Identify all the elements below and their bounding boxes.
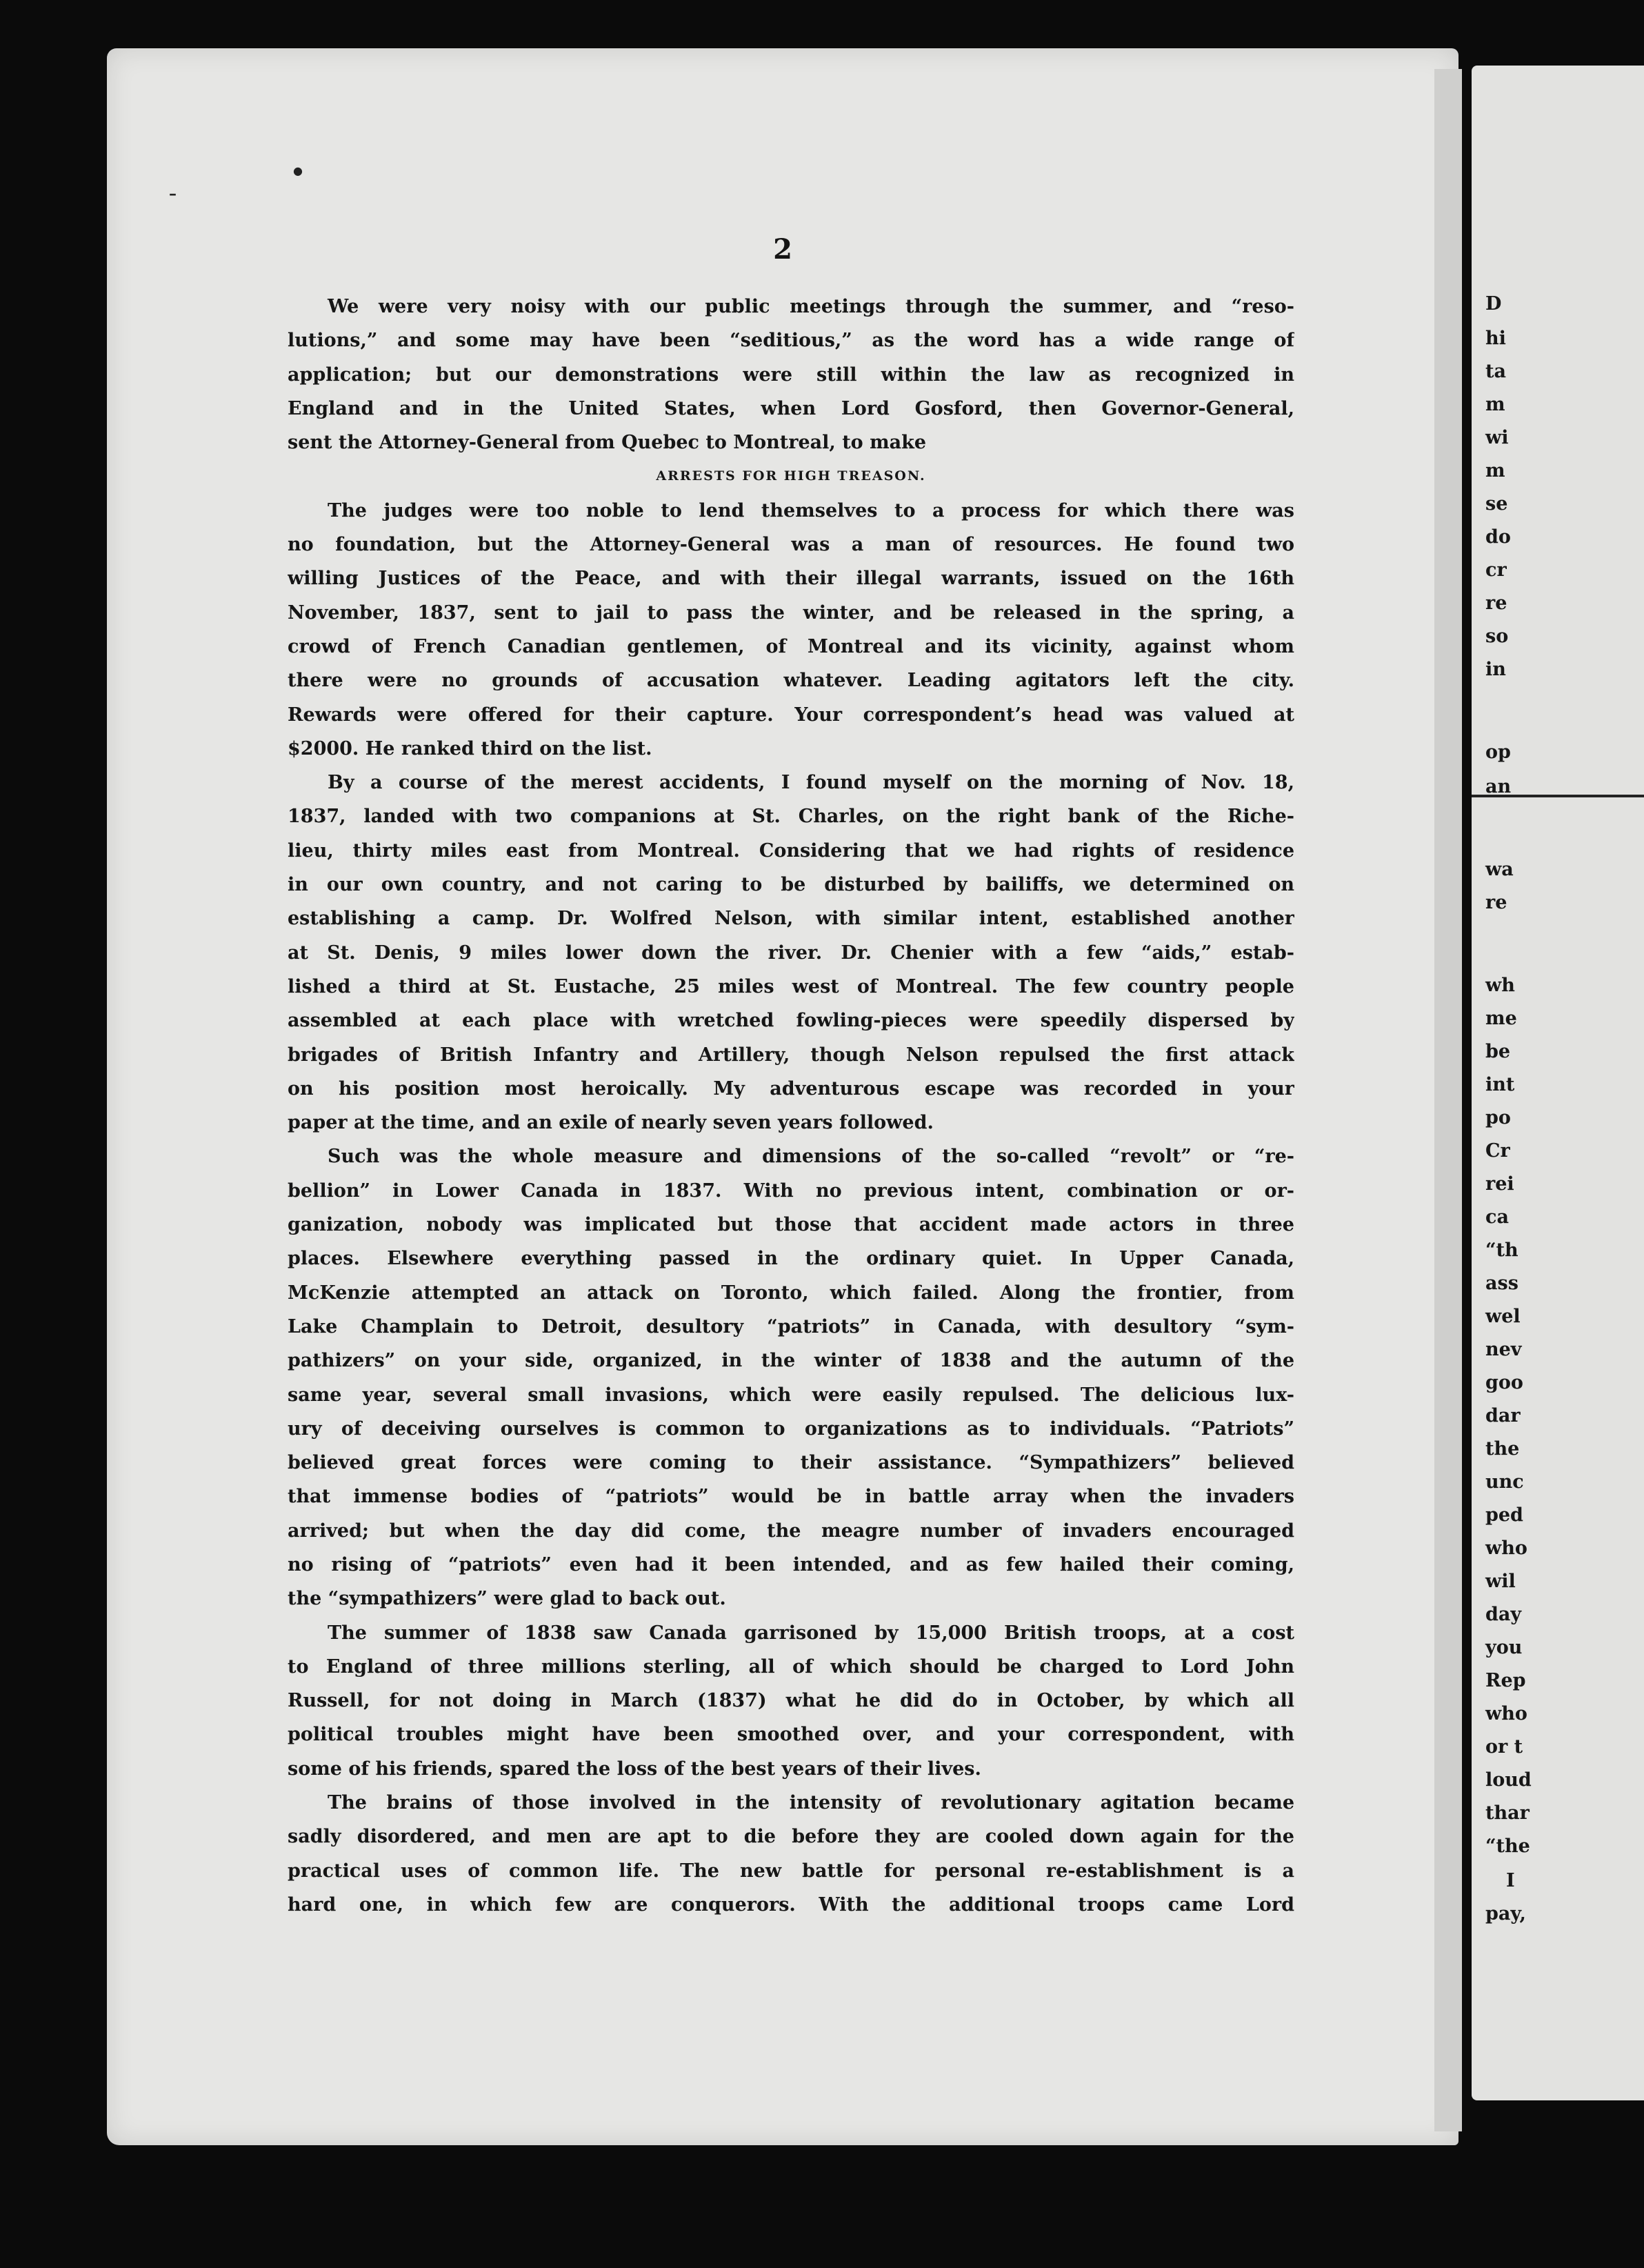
text-line: Russell, for not doing in March (1837) what he did do in October, by which all (288, 1690, 1294, 1712)
text-line: ury of deceiving ourselves is common to organizations as to individuals. “Patriots” (288, 1418, 1294, 1440)
text-line: sent the Attorney-General from Quebec to Montreal, to make (288, 432, 927, 454)
text-line: pathizers” on your side, organized, in the winter of 1838 and the autumn of the (288, 1350, 1294, 1372)
text-line: to England of three millions sterling, all of which should be charged to Lord John (288, 1655, 1294, 1678)
text-line: arrived; but when the day did come, the meagre number of invaders encouraged (288, 1520, 1294, 1542)
text-line: Such was the whole measure and dimensions of the so-called “revolt” or “re- (328, 1146, 1294, 1168)
text-line: assembled at each place with wretched fowling-pieces were speedily dispersed by (288, 1010, 1294, 1032)
text-line: places. Elsewhere everything passed in the ordinary quiet. In Upper Canada, (288, 1248, 1294, 1270)
text-line: willing Justices of the Peace, and with their illegal warrants, issued on the 16th (288, 568, 1294, 590)
text-line: The summer of 1838 saw Canada garrisoned by 15,000 British troops, at a cost (328, 1622, 1294, 1644)
adjacent-page-text-fragment: D (1485, 293, 1502, 315)
print-speck: ● (293, 164, 303, 177)
adjacent-page-text-fragment: the (1485, 1438, 1520, 1460)
text-line: By a course of the merest accidents, I found myself on the morning of Nov. 18, (328, 772, 1294, 794)
left-page (107, 48, 1458, 2145)
text-line: same year, several small invasions, which were easily repulsed. The delicious lux- (288, 1384, 1294, 1406)
adjacent-page-text-fragment: wil (1485, 1571, 1516, 1592)
text-line: sadly disordered, and men are apt to die before they are cooled down again for the (288, 1826, 1294, 1848)
adjacent-page-text-fragment: be (1485, 1041, 1511, 1062)
text-line: there were no grounds of accusation whatever. Leading agitators left the city. (288, 670, 1294, 692)
text-line: practical uses of common life. The new battle for personal re-establishment is a (288, 1860, 1294, 1882)
adjacent-page-text-fragment: or t (1485, 1736, 1523, 1758)
adjacent-page-fragment (1472, 66, 1644, 2100)
text-line: on his position most heroically. My adventurous escape was recorded in your (288, 1077, 1294, 1100)
text-line: ganization, nobody was implicated but those that accident made actors in three (288, 1214, 1294, 1236)
adjacent-page-text-fragment: op (1485, 742, 1511, 763)
text-line: lieu, thirty miles east from Montreal. Considering that we had rights of residence (288, 839, 1294, 862)
section-heading: ARRESTS FOR HIGH TREASON. (656, 468, 926, 484)
text-line: $2000. He ranked third on the list. (288, 737, 652, 759)
adjacent-page-text-fragment: “the (1485, 1836, 1530, 1857)
text-line: Rewards were offered for their capture. Your correspondent’s head was valued at (288, 704, 1294, 726)
adjacent-page-text-fragment: m (1485, 460, 1505, 481)
text-line: Lake Champlain to Detroit, desultory “patriots” in Canada, with desultory “sym- (288, 1315, 1294, 1337)
adjacent-page-text-fragment: hi (1485, 328, 1506, 349)
text-line: The brains of those involved in the intensity of revolutionary agitation became (328, 1792, 1294, 1814)
text-line: political troubles might have been smoothed over, and your correspondent, with (288, 1724, 1294, 1746)
adjacent-page-text-fragment: cr (1485, 559, 1507, 581)
text-line: England and in the United States, when Lord Gosford, then Governor-General, (288, 397, 1294, 419)
text-line: at St. Denis, 9 miles lower down the river. Dr. Chenier with a few “aids,” estab- (288, 942, 1294, 964)
adjacent-page-text-fragment: unc (1485, 1471, 1524, 1493)
adjacent-page-text-fragment: day (1485, 1604, 1522, 1625)
adjacent-page-text-fragment: re (1485, 892, 1507, 913)
adjacent-page-text-fragment: me (1485, 1008, 1517, 1029)
text-line: McKenzie attempted an attack on Toronto, which failed. Along the frontier, from (288, 1282, 1294, 1304)
adjacent-page-text-fragment: do (1485, 526, 1511, 548)
adjacent-page-text-fragment: so (1485, 626, 1509, 647)
print-speck: – (169, 185, 177, 203)
adjacent-page-text-fragment: ta (1485, 361, 1506, 382)
adjacent-page-text-fragment: loud (1485, 1769, 1532, 1791)
text-line: lished a third at St. Eustache, 25 miles west of Montreal. The few country people (288, 975, 1294, 997)
text-line: paper at the time, and an exile of nearly seven years followed. (288, 1112, 934, 1134)
text-line: that immense bodies of “patriots” would be in battle array when the invaders (288, 1486, 1294, 1508)
adjacent-page-text-fragment: re (1485, 593, 1507, 614)
text-line: The judges were too noble to lend themselves to a process for which there was (328, 499, 1294, 521)
adjacent-page-text-fragment: thar (1485, 1802, 1530, 1824)
adjacent-page-text-fragment: you (1485, 1637, 1523, 1658)
text-line: hard one, in which few are conquerors. With the additional troops came Lord (288, 1893, 1294, 1916)
adjacent-page-text-fragment: po (1485, 1107, 1511, 1128)
adjacent-page-text-fragment: who (1485, 1538, 1527, 1559)
adjacent-page-text-fragment: nev (1485, 1339, 1522, 1360)
page-number: 2 (773, 233, 792, 266)
text-line: no foundation, but the Attorney-General was a man of resources. He found two (288, 534, 1294, 556)
adjacent-page-text-fragment: Cr (1485, 1140, 1510, 1162)
text-line: lutions,” and some may have been “seditious,” as the word has a wide range of (288, 330, 1294, 352)
adjacent-page-text-fragment: in (1485, 659, 1506, 680)
adjacent-page-text-fragment: goo (1485, 1372, 1523, 1393)
page-edge-shadow (1434, 69, 1462, 2131)
adjacent-page-text-fragment: rei (1485, 1173, 1514, 1195)
adjacent-page-text-fragment: dar (1485, 1405, 1521, 1426)
adjacent-page-text-fragment: wh (1485, 975, 1515, 996)
text-line: in our own country, and not caring to be disturbed by bailiffs, we determined on (288, 874, 1294, 896)
text-line: the “sympathizers” were glad to back out. (288, 1588, 726, 1610)
text-line: We were very noisy with our public meetings through the summer, and “reso- (328, 296, 1294, 317)
adjacent-page-text-fragment: wel (1485, 1306, 1521, 1327)
adjacent-page-text-fragment: “th (1485, 1240, 1518, 1261)
text-line: believed great forces were coming to their assistance. “Sympathizers” believed (288, 1452, 1294, 1474)
adjacent-page-text-fragment: I (1506, 1870, 1515, 1891)
text-line: application; but our demonstrations were still within the law as recognized in (288, 364, 1294, 386)
adjacent-page-text-fragment: m (1485, 394, 1505, 415)
text-line: establishing a camp. Dr. Wolfred Nelson, with similar intent, established another (288, 908, 1294, 930)
text-line: no rising of “patriots” even had it been intended, and as few hailed their coming, (288, 1553, 1294, 1575)
adjacent-page-text-fragment: Rep (1485, 1670, 1526, 1691)
adjacent-page-text-fragment: ass (1485, 1273, 1518, 1294)
adjacent-page-text-fragment: wi (1485, 427, 1509, 448)
text-line: bellion” in Lower Canada in 1837. With no previous intent, combination or or- (288, 1180, 1294, 1202)
adjacent-page-text-fragment: int (1485, 1074, 1515, 1095)
adjacent-page-text-fragment: who (1485, 1703, 1527, 1724)
adjacent-page-text-fragment: an (1485, 776, 1512, 797)
body-text (288, 290, 1294, 1922)
text-line: crowd of French Canadian gentlemen, of Montreal and its vicinity, against whom (288, 635, 1294, 657)
adjacent-page-text-fragment: se (1485, 493, 1508, 515)
text-line: brigades of British Infantry and Artillery, though Nelson repulsed the first attack (288, 1044, 1294, 1066)
text-line: November, 1837, sent to jail to pass the winter, and be released in the spring, a (288, 601, 1294, 624)
text-line: 1837, landed with two companions at St. Charles, on the right bank of the Riche- (288, 806, 1294, 828)
adjacent-page-text-fragment: pay, (1485, 1903, 1526, 1924)
adjacent-page-text-fragment: ca (1485, 1206, 1509, 1228)
text-line: some of his friends, spared the loss of the best years of their lives. (288, 1758, 981, 1780)
adjacent-page-text-fragment: wa (1485, 859, 1514, 880)
adjacent-page-text-fragment: ped (1485, 1504, 1523, 1526)
